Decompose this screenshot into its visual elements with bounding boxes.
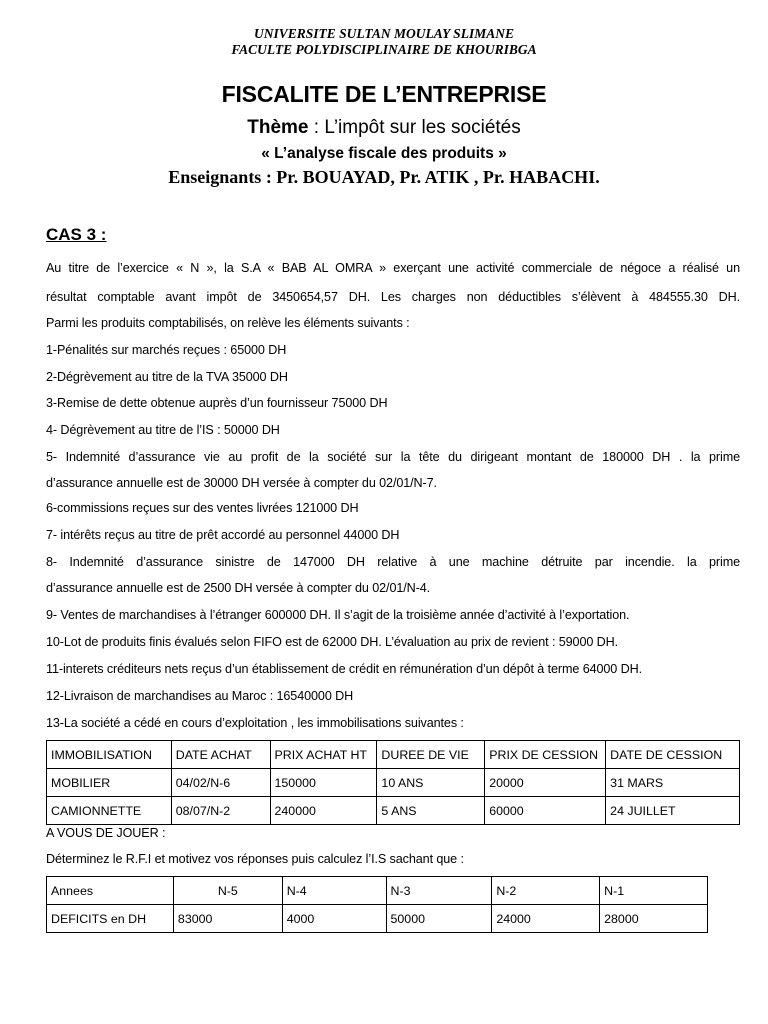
deficits-cell: 50000 <box>386 905 492 933</box>
assets-header-cell: DATE DE CESSION <box>606 741 740 769</box>
assets-cell: 31 MARS <box>606 769 740 797</box>
table-row <box>47 797 740 825</box>
assets-header-cell: PRIX ACHAT HT <box>270 741 377 769</box>
table-row <box>47 769 740 797</box>
item-11: 11-interets créditeurs nets reçus d’un établissement de crédit en rémunération d’un dépôt à terme 64000 DH. <box>46 662 643 676</box>
assets-header-cell: IMMOBILISATION <box>47 741 172 769</box>
prompt-instruction: Déterminez le R.F.I et motivez vos réponses puis calculez l’I.S sachant que : <box>46 852 464 866</box>
assets-header-cell: DUREE DE VIE <box>377 741 485 769</box>
deficits-cell: 83000 <box>173 905 282 933</box>
assets-cell: 150000 <box>270 769 377 797</box>
case-heading: CAS 3 : <box>46 225 107 244</box>
theme-value: : L’impôt sur les sociétés <box>308 117 521 138</box>
table-row <box>47 905 708 933</box>
university-name: UNIVERSITE SULTAN MOULAY SLIMANE <box>254 26 514 41</box>
item-10: 10-Lot de produits finis évalués selon FIFO est de 62000 DH. L’évaluation au prix de revient : 59000 DH. <box>46 635 619 649</box>
faculty-name: FACULTE POLYDISCIPLINAIRE DE KHOURIBGA <box>231 42 537 57</box>
deficits-header-cell: Annees <box>47 877 174 905</box>
item-1: 1-Pénalités sur marchés reçues : 65000 DH <box>46 343 287 357</box>
assets-table-header-row <box>47 741 740 769</box>
theme-label: Thème <box>247 117 309 138</box>
intro-line-3: Parmi les produits comptabilisés, on relève les éléments suivants : <box>46 316 410 330</box>
deficits-table-header-row <box>47 877 708 905</box>
item-2: 2-Dégrèvement au titre de la TVA 35000 DH <box>46 370 288 384</box>
deficits-table <box>46 876 708 933</box>
teachers-line: Enseignants : Pr. BOUAYAD, Pr. ATIK , Pr. HABACHI. <box>168 167 600 187</box>
subtheme: « L’analyse fiscale des produits » <box>261 145 507 162</box>
item-8-line-1: 8- Indemnité d’assurance sinistre de 147000 DH relative à une machine détruite par incendie. la prime <box>46 555 740 569</box>
deficits-cell: 4000 <box>282 905 386 933</box>
item-3: 3-Remise de dette obtenue auprès d’un fournisseur 75000 DH <box>46 396 388 410</box>
item-8-line-2: d’assurance annuelle est de 2500 DH versée à compter du 02/01/N-4. <box>46 581 431 595</box>
deficits-cell: 28000 <box>600 905 708 933</box>
assets-header-cell: DATE ACHAT <box>171 741 270 769</box>
item-13: 13-La société a cédé en cours d’exploitation , les immobilisations suivantes : <box>46 716 464 730</box>
assets-cell: 240000 <box>270 797 377 825</box>
assets-cell: 5 ANS <box>377 797 485 825</box>
item-7: 7- intérêts reçus au titre de prêt accordé au personnel 44000 DH <box>46 528 400 542</box>
deficits-cell: DEFICITS en DH <box>47 905 174 933</box>
prompt-heading: A VOUS DE JOUER : <box>46 826 166 840</box>
assets-cell: MOBILIER <box>47 769 172 797</box>
assets-header-cell: PRIX DE CESSION <box>485 741 606 769</box>
item-5-line-1: 5- Indemnité d’assurance vie au profit de la société sur la tête du dirigeant montant de 180000 DH . la prime <box>46 450 740 464</box>
deficits-header-cell: N-1 <box>600 877 708 905</box>
deficits-header-cell: N-2 <box>492 877 600 905</box>
theme-line <box>0 116 768 140</box>
assets-cell: 20000 <box>485 769 606 797</box>
deficits-header-cell: N-4 <box>282 877 386 905</box>
assets-cell: 08/07/N-2 <box>171 797 270 825</box>
item-6: 6-commissions reçues sur des ventes livrées 121000 DH <box>46 501 359 515</box>
item-12: 12-Livraison de marchandises au Maroc : 16540000 DH <box>46 689 354 703</box>
deficits-header-cell: N-3 <box>386 877 492 905</box>
assets-cell: 60000 <box>485 797 606 825</box>
item-4: 4- Dégrèvement au titre de l’IS : 50000 DH <box>46 423 280 437</box>
assets-cell: 04/02/N-6 <box>171 769 270 797</box>
intro-line-1: Au titre de l’exercice « N », la S.A « BAB AL OMRA » exerçant une activité commerciale de négoce a réalisé un <box>46 261 740 275</box>
assets-cell: 24 JUILLET <box>606 797 740 825</box>
deficits-header-cell: N-5 <box>173 877 282 905</box>
assets-cell: 10 ANS <box>377 769 485 797</box>
deficits-cell: 24000 <box>492 905 600 933</box>
assets-table <box>46 740 740 825</box>
document-title: FISCALITE DE L’ENTREPRISE <box>221 81 547 107</box>
item-5-line-2: d’assurance annuelle est de 30000 DH versée à compter du 02/01/N-7. <box>46 476 437 490</box>
assets-cell: CAMIONNETTE <box>47 797 172 825</box>
intro-line-2: résultat comptable avant impôt de 3450654,57 DH. Les charges non déductibles s’élèvent à 484555.30 DH. <box>46 290 740 304</box>
item-9: 9- Ventes de marchandises à l’étranger 600000 DH. Il s’agit de la troisième année d’activité à l’exportation. <box>46 608 630 622</box>
